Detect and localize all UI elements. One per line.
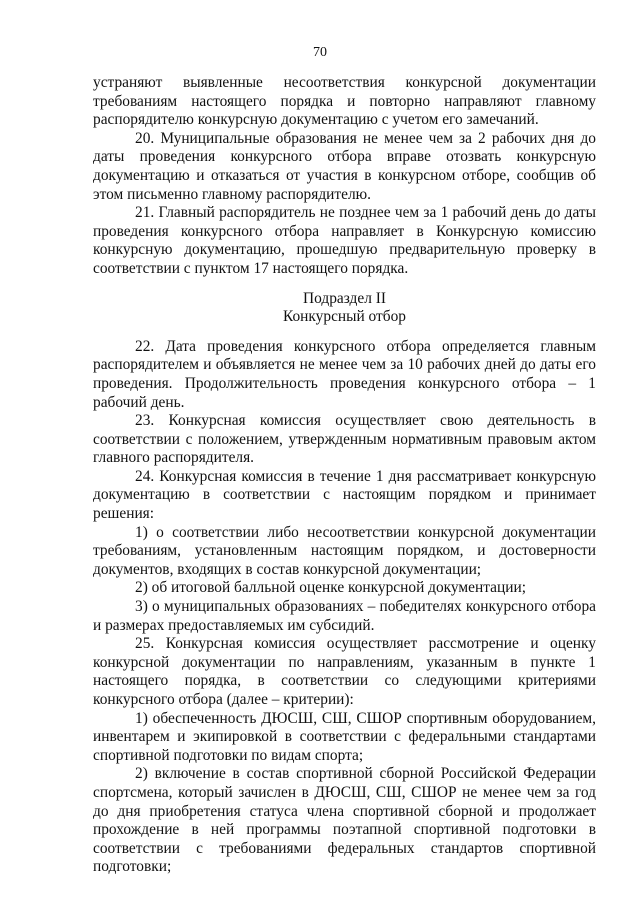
- paragraph-continuation: устраняют выявленные несоответствия конкурсной документации требованиям настоящего порядка и повторно направляют главному распорядителю конкурсную документацию с учетом его замечаний.: [93, 74, 596, 129]
- list-item-25-2: 2) включение в состав спортивной сборной Российской Федерации спортсмена, который зачислен в ДЮСШ, СШ, СШОР не менее чем за год до дня приобретения статуса члена спортивной сборной и продолжает прохождение в ней программы поэтапной спортивной подготовки в соответствии с требованиями федеральных стандартов спортивной подготовки;: [93, 765, 596, 876]
- subsection-number: Подраздел II: [303, 289, 386, 307]
- spacer: [93, 327, 596, 338]
- paragraph-24: 24. Конкурсная комиссия в течение 1 дня рассматривает конкурсную документацию в соответствии с настоящим порядком и принимает решения:: [93, 467, 596, 523]
- paragraph-23: 23. Конкурсная комиссия осуществляет свою деятельность в соответствии с положением, утвержденным нормативным правовым актом главного распорядителя.: [93, 412, 596, 467]
- page-number: 70: [313, 45, 327, 60]
- paragraph-20: 20. Муниципальные образования не менее чем за 2 рабочих дня до даты проведения конкурсного отбора вправе отозвать конкурсную документацию и отказаться от участия в конкурсном отборе, сообщив об этом письменно главному распорядителю.: [93, 129, 596, 203]
- paragraph-21: 21. Главный распорядитель не позднее чем за 1 рабочий день до даты проведения конкурсного отбора направляет в Конкурсную комиссию конкурсную документацию, прошедшую предварительную проверку в соответствии с пунктом 17 настоящего порядка.: [93, 204, 596, 277]
- list-item-24-1: 1) о соответствии либо несоответствии конкурсной документации требованиям, установленным настоящим порядком, и достоверности документов, входящих в состав конкурсной документации;: [93, 523, 596, 578]
- document-body: [93, 74, 596, 877]
- subsection-title: Конкурсный отбор: [282, 308, 406, 326]
- paragraph-22: 22. Дата проведения конкурсного отбора определяется главным распорядителем и объявляется не менее чем за 10 рабочих дней до даты его проведения. Продолжительность проведения конкурсного отбора – 1 рабочий день.: [93, 337, 596, 411]
- spacer: [93, 279, 596, 290]
- list-item-25-1: 1) обеспеченность ДЮСШ, СШ, СШОР спортивным оборудованием, инвентарем и экипировкой в соответствии с федеральными стандартами спортивной подготовки по видам спорта;: [93, 709, 596, 764]
- list-item-24-3: 3) о муниципальных образованиях – победителях конкурсного отбора и размерах предоставляемых им субсидий.: [93, 598, 596, 634]
- list-item-24-2: 2) об итоговой балльной оценке конкурсной документации;: [135, 579, 526, 597]
- paragraph-25: 25. Конкурсная комиссия осуществляет рассмотрение и оценку конкурсной документации по направлениям, указанным в пункте 1 настоящего порядка, в соответствии со следующими критериями конкурсного отбора (далее – критерии):: [93, 635, 596, 708]
